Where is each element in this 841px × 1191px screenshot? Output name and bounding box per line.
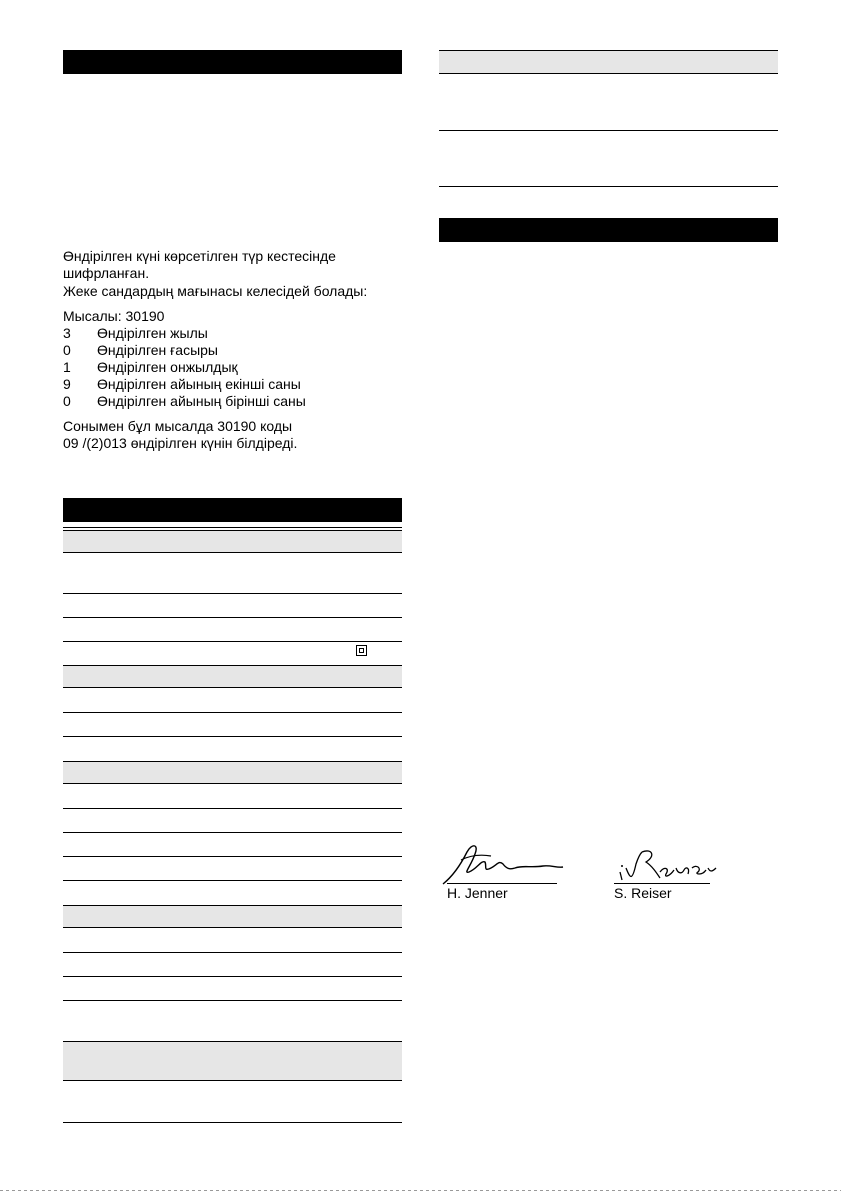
signatory-name: H. Jenner — [447, 885, 508, 901]
table-group-row — [63, 1041, 402, 1081]
digit-row — [63, 325, 208, 342]
signature-line — [447, 883, 557, 884]
digit: 1 — [63, 359, 71, 375]
digit-row — [63, 342, 218, 359]
double-square-icon — [356, 645, 367, 656]
digit: 3 — [63, 325, 71, 341]
digit-meaning: Өндірілген онжылдық — [97, 359, 238, 375]
table-rule — [63, 952, 402, 953]
table-rule — [439, 130, 778, 131]
signature-jenner-icon — [439, 838, 569, 888]
tech-table-header-bar — [63, 498, 402, 522]
conclusion-line1: Сонымен бұл мысалда 30190 коды — [63, 418, 293, 434]
digit: 0 — [63, 393, 71, 409]
digit-meaning: Өндірілген ғасыры — [97, 342, 218, 358]
table-group-row — [63, 530, 402, 553]
digit-row — [63, 376, 301, 393]
table-rule — [63, 1122, 402, 1123]
signature-line — [614, 883, 710, 884]
table-rule — [63, 527, 402, 528]
table-group-row — [63, 905, 402, 928]
digit-meaning: Өндірілген айының екінші саны — [97, 376, 301, 392]
signature-block — [612, 838, 722, 902]
date-meaning: Жеке сандардың мағынасы келесідей болады: — [63, 283, 368, 299]
section-header-bar — [63, 50, 402, 74]
signature-reiser-icon — [612, 838, 722, 888]
table-rule — [63, 856, 402, 857]
declaration-header-bar — [439, 218, 778, 242]
table-rule — [63, 712, 402, 713]
example-label: Мысалы: 30190 — [63, 308, 165, 324]
table-rule — [439, 186, 778, 187]
table-rule — [63, 617, 402, 618]
digit-meaning: Өндірілген жылы — [97, 325, 208, 341]
table-rule — [63, 880, 402, 881]
digit-row — [63, 393, 306, 410]
table-rule — [63, 736, 402, 737]
table-rule — [63, 1000, 402, 1001]
table-rule — [63, 808, 402, 809]
date-intro-line2: шифрланған. — [63, 265, 150, 281]
right-table-header-row — [439, 50, 778, 74]
date-intro-line1: Өндірілген күні көрсетілген түр кестесінде — [63, 248, 336, 264]
signatory-name: S. Reiser — [614, 885, 672, 901]
digit-meaning: Өндірілген айының бірінші саны — [97, 393, 306, 409]
table-rule — [63, 976, 402, 977]
digit-row — [63, 359, 238, 376]
table-rule — [63, 641, 402, 642]
conclusion-line2: 09 /(2)013 өндірілген күнін білдіреді. — [63, 435, 298, 451]
table-rule — [63, 593, 402, 594]
table-group-row — [63, 761, 402, 784]
digit: 0 — [63, 342, 71, 358]
table-group-row — [63, 665, 402, 688]
signature-block — [439, 838, 569, 902]
table-rule — [63, 832, 402, 833]
digit: 9 — [63, 376, 71, 392]
